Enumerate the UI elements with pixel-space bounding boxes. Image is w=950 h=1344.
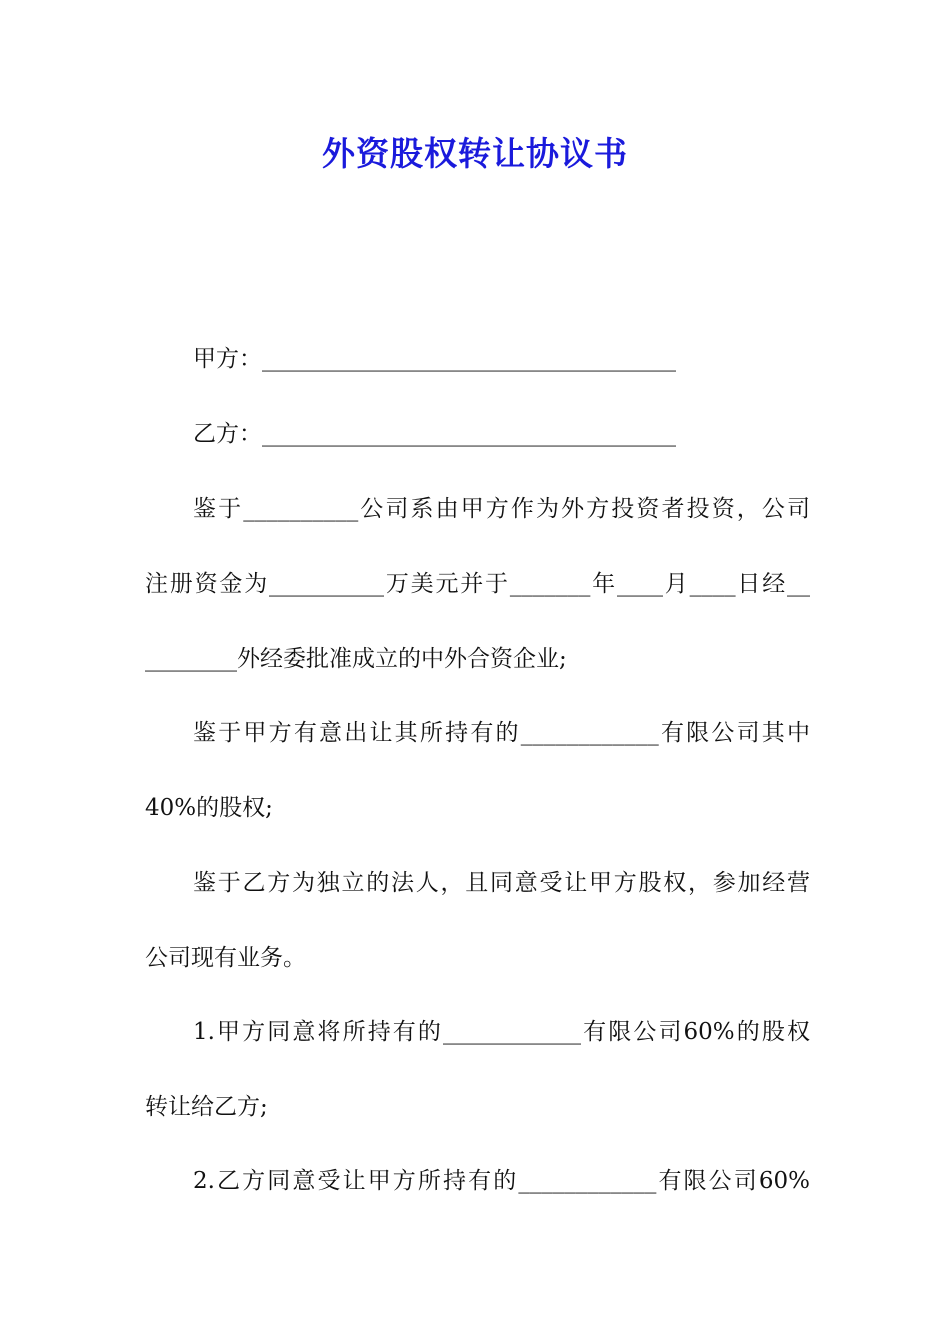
paragraph-line: ________外经委批准成立的中外合资企业; <box>145 646 567 672</box>
clause-line: 转让给乙方; <box>145 1094 268 1120</box>
clause-line: 2.乙方同意受让甲方所持有的____________有限公司60% <box>193 1168 810 1194</box>
clause-line: 1.甲方同意将所持有的____________有限公司60%的股权 <box>193 1019 810 1045</box>
paragraph-line: 注册资金为__________万美元并于_______年____月____日经__ <box>145 571 810 597</box>
document-title: 外资股权转让协议书 <box>322 134 628 173</box>
party-b-line: 乙方：____________________________________ <box>193 421 676 447</box>
paragraph-line: 鉴于甲方有意出让其所持有的____________有限公司其中 <box>193 720 810 746</box>
paragraph-line: 40%的股权; <box>145 795 273 821</box>
paragraph-line: 公司现有业务。 <box>145 945 306 971</box>
paragraph-line: 鉴于乙方为独立的法人，且同意受让甲方股权，参加经营 <box>193 870 810 896</box>
party-a-line: 甲方：____________________________________ <box>193 346 676 372</box>
paragraph-line: 鉴于__________公司系由甲方作为外方投资者投资，公司 <box>193 496 810 522</box>
